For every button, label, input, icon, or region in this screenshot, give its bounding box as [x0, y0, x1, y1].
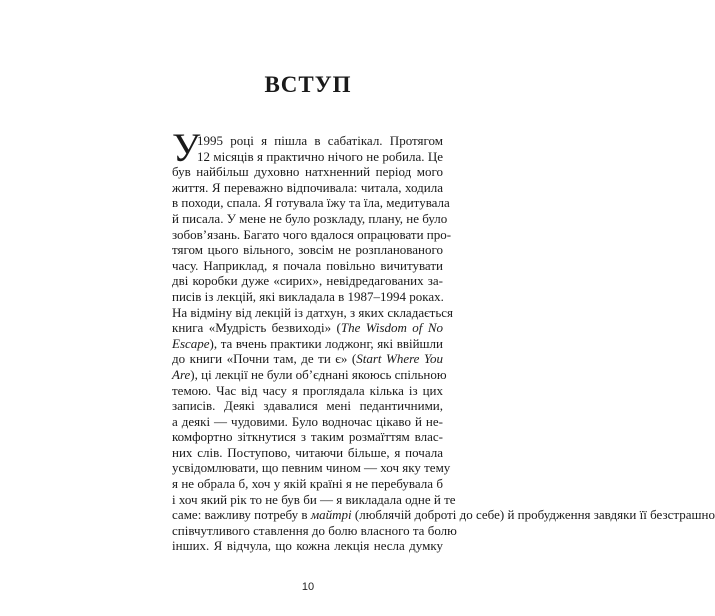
text-line	[172, 226, 452, 243]
text-span: дві коробки дуже «сирих», невідредагованих за-	[172, 273, 443, 289]
text-span: часу. Наприклад, я почала повільно вичитувати	[172, 257, 443, 273]
text-span: й писала. У мене не було розкладу, плану, не було	[172, 210, 448, 226]
text-span: саме: важливу потребу в	[172, 507, 311, 523]
text-span: 12 місяців я практично нічого не робила. Це	[197, 148, 443, 164]
body-text	[172, 125, 715, 554]
text-span: комфортно зіткнутися з таким розмаїттям влас-	[172, 429, 443, 445]
text-line	[172, 491, 456, 508]
italic-text: Escape	[172, 335, 210, 351]
drop-cap: У	[172, 125, 201, 170]
text-span: тягом цього вільного, зовсім не розпланованого	[172, 242, 443, 258]
text-line	[172, 180, 443, 196]
text-span: життя. Я переважно відпочивала: читала, ходила	[172, 179, 443, 195]
chapter-title: ВСТУП	[264, 72, 352, 97]
text-line	[172, 429, 443, 445]
text-span: книга «Мудрість безвиході» (	[172, 320, 341, 336]
text-span: ), ці лекції не були об’єднані якоюсь спільною	[190, 366, 447, 382]
text-span: писів із лекцій, які викладала в 1987–1994 роках.	[172, 288, 444, 304]
page-number: 10	[301, 581, 315, 593]
text-span: них слів. Поступово, читаючи більше, я почала	[172, 444, 443, 460]
text-line	[172, 242, 443, 258]
text-line	[172, 351, 443, 367]
text-line	[172, 507, 715, 523]
text-line	[172, 320, 443, 336]
italic-text: The Wisdom of No	[340, 320, 443, 336]
italic-text: Are	[172, 366, 191, 382]
text-span: темою. Час від часу я проглядала кілька із цих	[172, 382, 443, 398]
italic-text: Start Where You	[356, 351, 444, 367]
text-span: На відміну від лекцій із датхун, з яких складається	[172, 304, 454, 320]
text-span: 1995 році я пішла в сабатікал. Протягом	[197, 133, 443, 148]
text-line	[172, 366, 447, 383]
text-line	[172, 304, 454, 321]
text-line	[172, 133, 443, 149]
text-line	[172, 164, 443, 180]
text-line	[172, 149, 443, 165]
text-line	[172, 383, 443, 399]
text-span: інших. Я відчула, що кожна лекція несла думку	[172, 538, 443, 554]
text-line	[172, 460, 451, 476]
text-span: був найбільш духовно натхненний період мого	[172, 164, 443, 180]
text-span: я не обрала б, хоч у якій країні я не перебувала б	[172, 476, 443, 492]
text-line	[172, 258, 443, 274]
text-line	[172, 538, 443, 554]
text-line	[172, 476, 443, 492]
text-span: усвідомлювати, що певним чином — хоч яку тему	[172, 460, 451, 476]
text-span: а деякі — чудовими. Було водночас цікаво й не-	[172, 413, 443, 429]
italic-text: майтрі	[310, 507, 352, 523]
text-span: записів. Деякі здавалися мені педантичними,	[172, 398, 443, 414]
text-line	[172, 445, 443, 461]
text-span: до книги «Почни там, де ти є» (	[172, 351, 357, 367]
text-line	[172, 414, 443, 430]
text-line	[172, 336, 443, 352]
text-line	[172, 195, 450, 211]
text-line	[172, 289, 443, 305]
text-span: зобов’язань. Багато чого вдалося опрацювати про-	[172, 226, 452, 242]
text-span: співчутливого ставлення до болю власного та болю	[172, 522, 457, 538]
text-span: ), та вчень практики лоджонг, які ввійшли	[209, 335, 443, 351]
text-span: (люблячій доброті до себе) й пробудження завдяки її безстрашно	[351, 507, 715, 523]
text-line	[172, 210, 448, 227]
text-span: і хоч який рік то не був би — я викладала одне й те	[172, 491, 456, 507]
text-line	[172, 522, 457, 539]
text-line	[172, 273, 443, 289]
text-span: в походи, спала. Я готувала їжу та їла, медитувала	[172, 195, 450, 211]
text-line	[172, 398, 443, 414]
